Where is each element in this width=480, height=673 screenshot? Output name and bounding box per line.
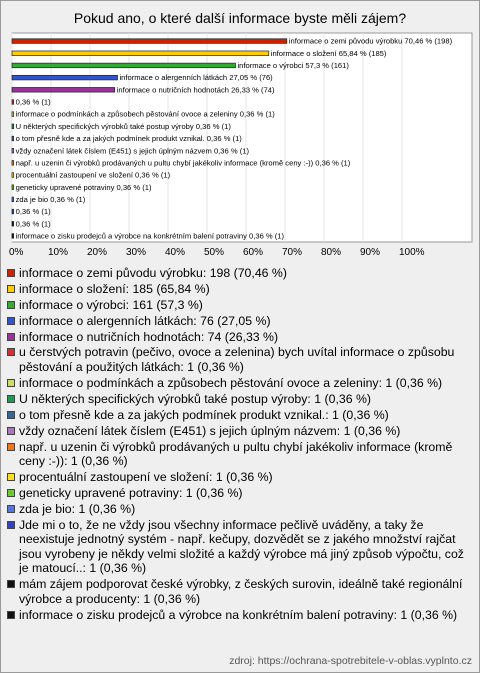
legend-swatch xyxy=(7,473,15,481)
bar xyxy=(12,185,14,190)
bar xyxy=(12,136,14,141)
bar-label: vždy označení látek číslem (E451) s jejich úplným názvem 0,36 % (1) xyxy=(15,146,250,156)
legend-item xyxy=(6,518,472,576)
x-tick-label: 90% xyxy=(360,247,381,258)
source-note: zdroj: https://ochrana-spotrebitele-v-oblas.vyplnto.cz xyxy=(229,655,472,667)
legend-swatch xyxy=(7,333,15,341)
legend-label: informace o podmínkách a způsobech pěstování ovoce a zeleniny: 1 (0,36 %) xyxy=(19,375,443,390)
legend-label: informace o výrobci: 161 (57,3 %) xyxy=(19,297,203,312)
x-tick-label: 70% xyxy=(282,247,303,258)
legend-label: o tom přesně kde a za jakých podmínek produkt vznikal.: 1 (0,36 %) xyxy=(19,407,389,422)
legend-item xyxy=(6,392,472,407)
legend-label: zda je bio: 1 (0,36 %) xyxy=(19,501,136,516)
legend-swatch xyxy=(7,317,15,325)
bar-label: 0,36 % (1) xyxy=(15,97,51,107)
bar xyxy=(12,51,269,56)
legend-label: informace o nutričních hodnotách: 74 (26,33 %) xyxy=(19,329,279,344)
legend-item xyxy=(6,486,472,501)
bar xyxy=(12,124,14,129)
legend-item xyxy=(6,266,472,281)
x-tick-label: 40% xyxy=(165,247,186,258)
legend-swatch xyxy=(7,379,15,387)
x-tick-label: 60% xyxy=(243,247,264,258)
legend-label: informace o zisku prodejců a výrobce na konkrétním balení potraviny: 1 (0,36 %) xyxy=(19,607,458,622)
bar xyxy=(12,234,14,239)
bar xyxy=(12,173,14,178)
legend-item xyxy=(6,440,472,469)
bar-label: např. u uzenin či výrobků prodávaných u pultu chybí jakékoliv informace (kromě ceny :-)) 0,36 % (1) xyxy=(15,158,351,168)
legend-item xyxy=(6,314,472,329)
bar xyxy=(12,39,287,44)
bar xyxy=(12,112,14,117)
x-tick-label: 80% xyxy=(321,247,342,258)
legend-swatch xyxy=(7,301,15,309)
bar-label: informace o zemi původu výrobku 70,46 % (198) xyxy=(288,36,453,46)
legend-swatch xyxy=(7,443,15,451)
bar-label: informace o nutričních hodnotách 26,33 % (74) xyxy=(116,85,275,95)
x-tick-label: 10% xyxy=(48,247,69,258)
legend-swatch xyxy=(7,505,15,513)
chart-legend xyxy=(6,266,472,624)
bar-label: zda je bio 0,36 % (1) xyxy=(15,194,86,204)
legend-label: např. u uzenin či výrobků prodávaných u pultu chybí jakékoliv informace (kromě ceny :-)): 1 (0,36 %) xyxy=(19,439,453,469)
legend-item xyxy=(6,424,472,439)
bar-label: informace o podmínkách a způsobech pěstování ovoce a zeleniny 0,36 % (1) xyxy=(15,109,275,119)
legend-label: informace o alergenních látkách: 76 (27,05 %) xyxy=(19,313,271,328)
bar-label: informace o alergenních látkách 27,05 % (76) xyxy=(119,73,273,83)
legend-swatch xyxy=(7,489,15,497)
legend-item xyxy=(6,282,472,297)
legend-swatch xyxy=(7,285,15,293)
bar-label: U některých specifických výrobků také postup výroby 0,36 % (1) xyxy=(15,121,231,131)
bar-label: 0,36 % (1) xyxy=(15,219,51,229)
legend-label: mám zájem podporovat české výrobky, z českých surovin, ideálně také regionální výrobce a producenty: 1 (0,36 %) xyxy=(19,577,463,606)
x-tick-label: 20% xyxy=(87,247,108,258)
legend-swatch xyxy=(7,395,15,403)
legend-item xyxy=(6,408,472,423)
bar-label: 0,36 % (1) xyxy=(15,207,51,217)
legend-item xyxy=(6,502,472,517)
bar-label: informace o složení 65,84 % (185) xyxy=(270,48,387,58)
bar xyxy=(12,197,14,202)
bar xyxy=(12,75,117,80)
legend-item xyxy=(6,298,472,313)
legend-label: U některých specifických výrobků také postup výroby: 1 (0,36 %) xyxy=(19,391,371,406)
bar xyxy=(12,161,14,166)
legend-item xyxy=(6,577,472,606)
bar xyxy=(12,100,14,105)
x-tick-label: 0% xyxy=(9,247,24,258)
legend-swatch xyxy=(7,611,15,619)
legend-item xyxy=(6,345,472,374)
legend-swatch xyxy=(7,269,15,277)
legend-swatch xyxy=(7,580,15,588)
x-tick-label: 50% xyxy=(204,247,225,258)
chart-title: Pokud ano, o které další informace byste měli zájem? xyxy=(73,10,407,26)
bar xyxy=(12,209,14,214)
legend-label: procentuální zastoupení ve složení: 1 (0,36 %) xyxy=(19,469,273,484)
bar-label: informace o výrobci 57,3 % (161) xyxy=(237,61,349,71)
legend-item xyxy=(6,470,472,485)
bar xyxy=(12,63,235,68)
legend-label: informace o složení: 185 (65,84 %) xyxy=(19,281,210,296)
legend-swatch xyxy=(7,521,15,529)
x-tick-label: 100% xyxy=(399,247,425,258)
legend-label: Jde mi o to, že ne vždy jsou všechny informace pečlivě uváděny, a taky že neexistuje jednotný systém - např. kečupy, dozvědět se z jakého množství rajčat jsou vyrobeny je někdy velmi složité a každý výrobce má jiný způsob výpočtu, což je matoucí..: 1 (0,36 %) xyxy=(19,517,464,576)
legend-label: informace o zemi původu výrobku: 198 (70,46 %) xyxy=(19,266,287,280)
bar xyxy=(12,221,14,226)
legend-item xyxy=(6,376,472,391)
x-tick-label: 30% xyxy=(126,247,147,258)
legend-swatch xyxy=(7,427,15,435)
legend-item xyxy=(6,608,472,623)
legend-label: u čerstvých potravin (pečivo, ovoce a zelenina) bych uvítal informace o způsobu pěstování a použitých látkách: 1 (0,36 %) xyxy=(19,345,455,375)
legend-label: geneticky upravené potraviny: 1 (0,36 %) xyxy=(19,485,243,500)
legend-swatch xyxy=(7,348,15,356)
legend-swatch xyxy=(7,411,15,419)
bar xyxy=(12,148,14,153)
bar-label: informace o zisku prodejců a výrobce na konkrétním balení potraviny 0,36 % (1) xyxy=(15,231,285,241)
bar-label: procentuální zastoupení ve složení 0,36 % (1) xyxy=(15,170,171,180)
legend-label: vždy označení látek číslem (E451) s jejich úplným názvem: 1 (0,36 %) xyxy=(19,423,401,438)
bar-label: geneticky upravené potraviny 0,36 % (1) xyxy=(15,182,152,192)
bar-chart xyxy=(0,0,480,262)
bar xyxy=(12,87,115,92)
bar-label: o tom přesně kde a za jakých podmínek produkt vznikal. 0,36 % (1) xyxy=(15,134,242,144)
legend-item xyxy=(6,330,472,345)
